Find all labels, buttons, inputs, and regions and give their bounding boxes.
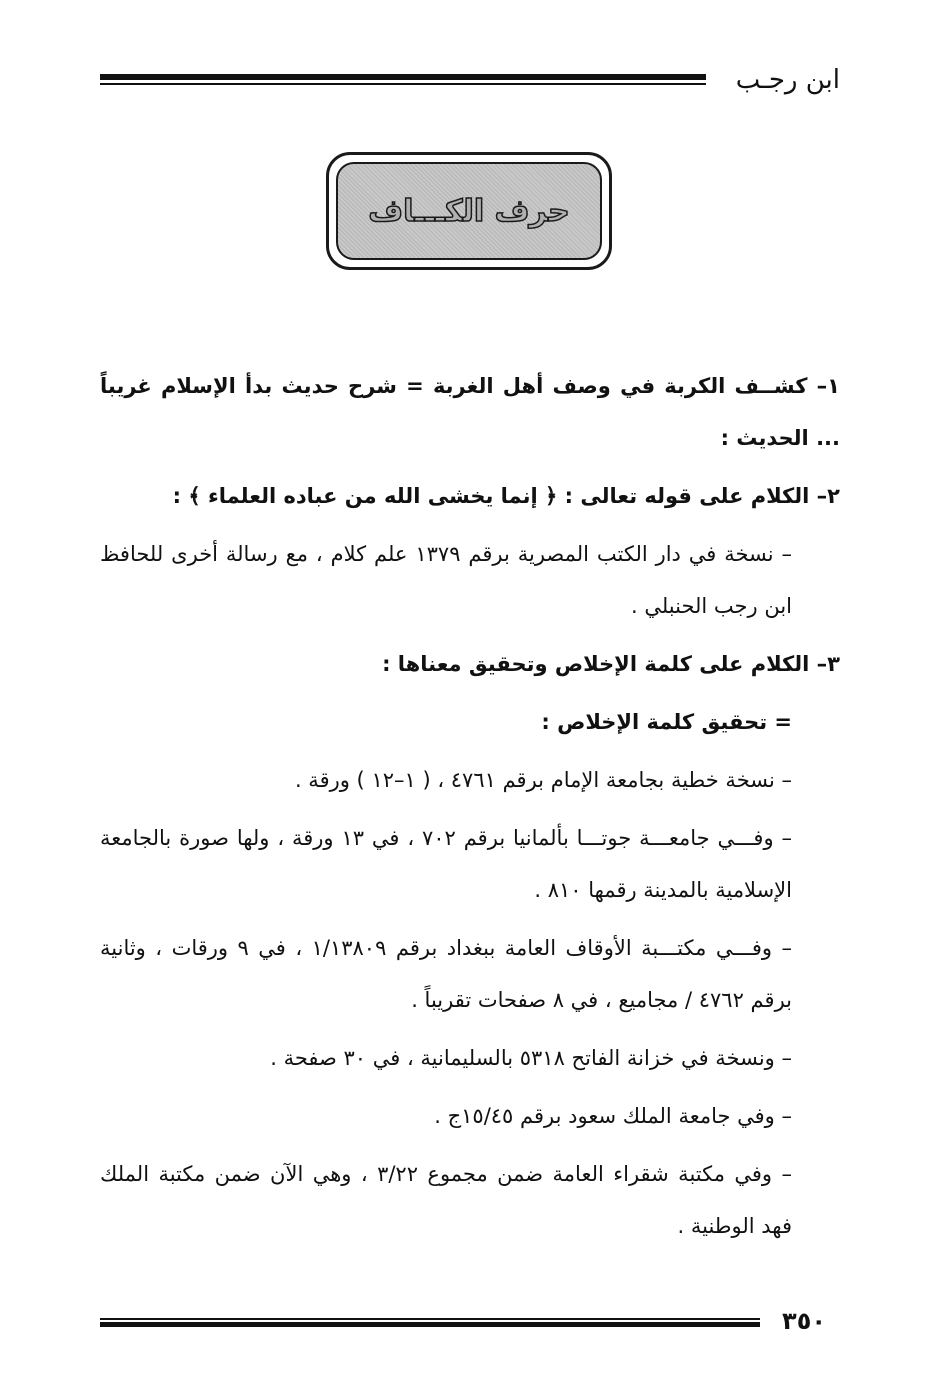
footer-rule (100, 1318, 760, 1327)
section-heading-box (326, 152, 612, 270)
entry-note: – نسخة خطية بجامعة الإمام برقم ٤٧٦١ ، ( ١–١٢ ) ورقة . (294, 768, 792, 792)
entry-note: – وفـــي مكتـــبة الأوقاف العامة ببغداد برقم ١/١٣٨٠٩ ، في ٩ ورقات ، وثانية برقم ٤٧٦٢ / مجاميع ، في ٨ صفحات تقريباً . (100, 936, 792, 1012)
entries-body (100, 360, 840, 1252)
entry-subtitle: = تحقيق كلمة الإخلاص : (541, 710, 792, 734)
running-header (100, 60, 840, 104)
entry-note: – وفي جامعة الملك سعود برقم ١٥/٤٥ج . (434, 1104, 792, 1128)
entry-note: – وفـــي جامعـــة جوتـــا بألمانيا برقم ٧٠٢ ، في ١٣ ورقة ، ولها صورة بالجامعة الإسلامية بالمدينة رقمها ٨١٠ . (100, 826, 792, 902)
running-header-title: ابن رجـب (735, 65, 840, 95)
entry-note: – ونسخة في خزانة الفاتح ٥٣١٨ بالسليمانية ، في ٣٠ صفحة . (270, 1046, 792, 1070)
section-heading-label: حرف الكـــاف (368, 193, 570, 229)
entry-title: ١– كشــف الكربة في وصف أهل الغربة = شرح حديث بدأ الإسلام غريباً ... الحديث : (100, 374, 840, 450)
entry-title: ٢– الكلام على قوله تعالى : ﴿ إنما يخشى الله من عباده العلماء ﴾ : (172, 484, 840, 508)
page-number: ٣٥٠ (782, 1307, 826, 1335)
entry-note: – نسخة في دار الكتب المصرية برقم ١٣٧٩ علم كلام ، مع رسالة أخرى للحافظ ابن رجب الحنبلي . (100, 542, 793, 618)
page-footer (100, 1302, 840, 1342)
header-rule (100, 74, 706, 85)
entry-note: – وفي مكتبة شقراء العامة ضمن مجموع ٣/٢٢ ، وهي الآن ضمن مكتبة الملك فهد الوطنية . (100, 1162, 792, 1238)
entry-title: ٣– الكلام على كلمة الإخلاص وتحقيق معناها : (382, 652, 840, 676)
